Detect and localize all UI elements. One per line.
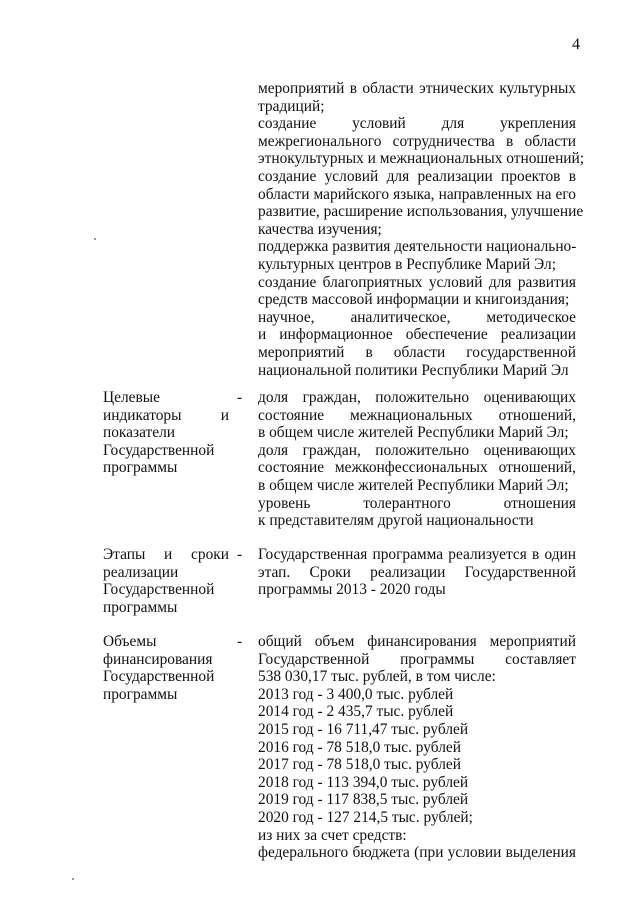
text-line: финансирования bbox=[103, 650, 213, 668]
text-line: мероприятий в области этнических культурных bbox=[258, 80, 576, 97]
text-line: Государственной bbox=[103, 668, 215, 686]
section-content bbox=[258, 546, 576, 599]
scan-speck bbox=[72, 878, 74, 880]
section-content bbox=[258, 633, 576, 862]
text-line: традиций; bbox=[258, 97, 325, 115]
text-line: доля граждан, положительно оценивающих bbox=[258, 441, 576, 459]
text-line: 2019 год - 117 838,5 тыс. рублей bbox=[258, 791, 469, 809]
section-label bbox=[103, 389, 229, 477]
text-line: федерального бюджета (при условии выделения bbox=[258, 844, 576, 862]
text-line: Объемы bbox=[103, 633, 157, 650]
text-line: программы bbox=[103, 598, 178, 616]
text-line: поддержка развития деятельности национально- bbox=[258, 238, 577, 256]
text-line: 2016 год - 78 518,0 тыс. рублей bbox=[258, 738, 461, 756]
text-line: программы bbox=[103, 459, 178, 477]
text-line: индикаторы и bbox=[103, 406, 229, 424]
text-line: межрегионального сотрудничества в области bbox=[258, 132, 576, 150]
section-label bbox=[103, 546, 229, 616]
text-line: доля граждан, положительно оценивающих bbox=[258, 389, 576, 406]
scan-speck bbox=[94, 238, 96, 240]
text-line: 2014 год - 2 435,7 тыс. рублей bbox=[258, 703, 454, 721]
text-line: Государственной bbox=[103, 441, 215, 459]
text-line: 2015 год - 16 711,47 тыс. рублей bbox=[258, 720, 469, 738]
text-line: реализации bbox=[103, 563, 179, 581]
text-line: средств массовой информации и книгоиздания; bbox=[258, 291, 570, 309]
continuation-text bbox=[258, 80, 585, 379]
text-line: состояние межконфессиональных отношений, bbox=[258, 459, 576, 477]
text-line: в общем числе жителей Республики Марий Эл; bbox=[258, 424, 569, 442]
text-line: программы bbox=[103, 685, 178, 703]
text-line: показатели bbox=[103, 424, 175, 442]
text-line: уровень толерантного отношения bbox=[258, 494, 576, 512]
text-line: общий объем финансирования мероприятий bbox=[258, 633, 576, 650]
text-line: 538 030,17 тыс. рублей, в том числе: bbox=[258, 668, 496, 686]
text-line: Этапы и сроки bbox=[103, 546, 229, 563]
section-dash: - bbox=[237, 389, 243, 406]
text-line: в общем числе жителей Республики Марий Эл; bbox=[258, 476, 569, 494]
text-line: создание условий для реализации проектов в bbox=[258, 167, 576, 185]
text-line: состояние межнациональных отношений, bbox=[258, 406, 576, 424]
text-line: этнокультурных и межнациональных отношений; bbox=[258, 150, 585, 168]
page-number: 4 bbox=[572, 36, 580, 53]
section-label bbox=[103, 633, 229, 703]
text-line: Государственной программы составляет bbox=[258, 650, 576, 668]
text-line: и информационное обеспечение реализации bbox=[258, 326, 576, 344]
text-line: развитие, расширение использования, улучшение bbox=[258, 203, 584, 221]
text-line: качества изучения; bbox=[258, 220, 382, 238]
text-line: программы 2013 - 2020 годы bbox=[258, 581, 446, 599]
text-line: Государственная программа реализуется в один bbox=[258, 546, 576, 563]
text-line: культурных центров в Республике Марий Эл; bbox=[258, 255, 556, 273]
text-line: создание условий для укрепления bbox=[258, 115, 576, 133]
text-line: к представителям другой национальности bbox=[258, 512, 534, 530]
section-content bbox=[258, 389, 576, 530]
text-line: области марийского языка, направленных на его bbox=[258, 185, 576, 203]
text-line: создание благоприятных условий для развития bbox=[258, 273, 576, 291]
text-line: национальной политики Республики Марий Эл bbox=[258, 361, 569, 379]
section-dash: - bbox=[237, 633, 243, 650]
text-line: 2020 год - 127 214,5 тыс. рублей; bbox=[258, 808, 473, 826]
text-line: научное, аналитическое, методическое bbox=[258, 308, 576, 326]
text-line: из них за счет средств: bbox=[258, 826, 407, 844]
text-line: 2018 год - 113 394,0 тыс. рублей bbox=[258, 773, 469, 791]
text-line: мероприятий в области государственной bbox=[258, 343, 576, 361]
section-dash: - bbox=[237, 546, 243, 563]
text-line: 2017 год - 78 518,0 тыс. рублей bbox=[258, 756, 461, 774]
text-line: Целевые bbox=[103, 389, 160, 406]
text-line: 2013 год - 3 400,0 тыс. рублей bbox=[258, 685, 454, 703]
text-line: этап. Сроки реализации Государственной bbox=[258, 563, 576, 581]
text-line: Государственной bbox=[103, 581, 215, 599]
